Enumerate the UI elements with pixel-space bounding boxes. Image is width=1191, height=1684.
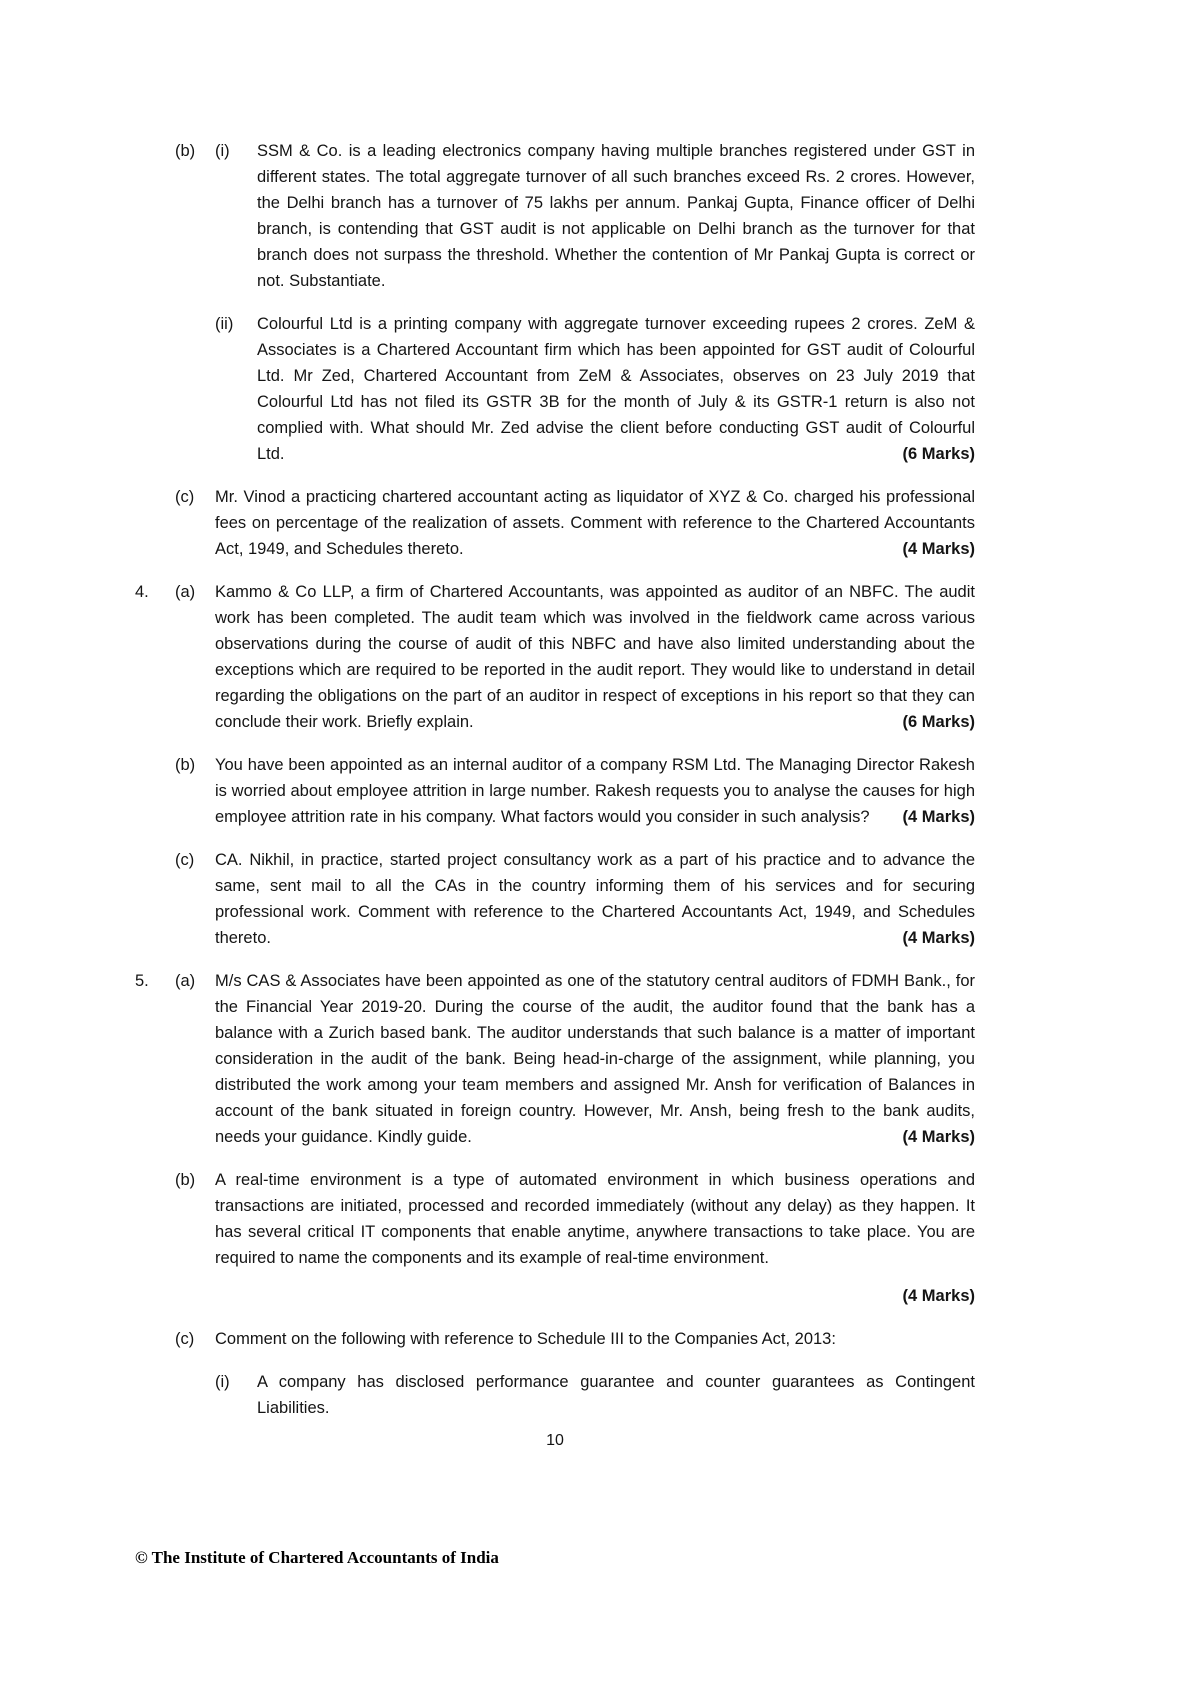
item-text xyxy=(215,579,975,735)
item-marks: (6 Marks) xyxy=(902,713,975,731)
item-text-content: SSM & Co. is a leading electronics company having multiple branches registered under GST in different states. The total aggregate turnover of all such branches exceed Rs. 2 crores. However, the Delhi branch has a turnover of 75 lakhs per annum. Pankaj Gupta, Finance officer of Delhi branch, is contending that GST audit is not applicable on Delhi branch as the turnover for that branch does not surpass the threshold. Whether the contention of Mr Pankaj Gupta is correct or not. Substantiate. xyxy=(257,142,975,290)
item-text-content: A company has disclosed performance guarantee and counter guarantees as Contingent Liabilities. xyxy=(257,1373,975,1417)
question-item xyxy=(135,752,975,830)
item-number: 4. xyxy=(135,583,149,601)
question-item xyxy=(135,579,975,735)
item-text-content: Comment on the following with reference to Schedule III to the Companies Act, 2013: xyxy=(215,1330,836,1348)
item-sublabel: (i) xyxy=(215,1373,230,1391)
item-label: (b) xyxy=(175,756,196,774)
item-number: 5. xyxy=(135,972,149,990)
item-sublabel: (ii) xyxy=(215,315,234,333)
item-label: (c) xyxy=(175,851,195,869)
item-marks: (4 Marks) xyxy=(902,929,975,947)
item-marks: (4 Marks) xyxy=(902,808,975,826)
question-item xyxy=(135,138,975,294)
item-text-content: A real-time environment is a type of automated environment in which business operations and transactions are initiated, processed and recorded immediately (without any delay) as they happen. It has several critical IT components that enable anytime, anywhere transactions to take place. You are required to name the components and its example of real-time environment. xyxy=(215,1171,975,1267)
item-marks: (6 Marks) xyxy=(902,445,975,463)
item-text-content: Kammo & Co LLP, a firm of Chartered Accountants, was appointed as auditor of an NBFC. The audit work has been completed. The audit team which was involved in the fieldwork came across various observations during the course of audit of this NBFC and have also limited understanding about the exceptions which are required to be reported in the audit report. They would like to understand in detail regarding the obligations on the part of an auditor in respect of exceptions in his report so that they can conclude their work. Briefly explain. xyxy=(215,583,975,731)
page-number: 10 xyxy=(546,1432,564,1449)
item-text-content: Mr. Vinod a practicing chartered accountant acting as liquidator of XYZ & Co. charged his professional fees on percentage of the realization of assets. Comment with reference to the Chartered Accountants Act, 1949, and Schedules thereto. xyxy=(215,488,975,558)
item-text xyxy=(215,847,975,951)
item-sublabel: (i) xyxy=(215,142,230,160)
item-text xyxy=(215,968,975,1150)
question-item xyxy=(135,1369,975,1421)
item-text-content: You have been appointed as an internal auditor of a company RSM Ltd. The Managing Director Rakesh is worried about employee attrition in large number. Rakesh requests you to analyse the causes for high employee attrition rate in his company. What factors would you consider in such analysis? xyxy=(215,756,975,826)
document-body xyxy=(135,138,975,1438)
question-item xyxy=(135,311,975,467)
item-text-content: CA. Nikhil, in practice, started project consultancy work as a part of his practice and to advance the same, sent mail to all the CAs in the country informing them of his services and for securing professional work. Comment with reference to the Chartered Accountants Act, 1949, and Schedules thereto. xyxy=(215,851,975,947)
copyright-footer: © The Institute of Chartered Accountants of India xyxy=(135,1548,499,1567)
question-item xyxy=(135,847,975,951)
item-marks: (4 Marks) xyxy=(902,1287,975,1305)
item-label: (a) xyxy=(175,583,196,601)
item-label: (c) xyxy=(175,1330,195,1348)
question-item xyxy=(135,1326,975,1352)
questions xyxy=(135,138,975,1421)
item-text xyxy=(215,484,975,562)
item-text xyxy=(257,138,975,294)
question-item xyxy=(135,484,975,562)
item-text xyxy=(257,311,975,467)
item-label: (b) xyxy=(175,142,196,160)
item-text xyxy=(215,1167,975,1309)
question-item xyxy=(135,1167,975,1309)
item-text xyxy=(257,1369,975,1421)
item-label: (c) xyxy=(175,488,195,506)
item-marks: (4 Marks) xyxy=(902,1128,975,1146)
item-text-content: Colourful Ltd is a printing company with aggregate turnover exceeding rupees 2 crores. ZeM & Associates is a Chartered Accountant firm which has been appointed for GST audit of Colourful Ltd. Mr Zed, Chartered Accountant from ZeM & Associates, observes on 23 July 2019 that Colourful Ltd has not filed its GSTR 3B for the month of July & its GSTR-1 return is also not complied with. What should Mr. Zed advise the client before conducting GST audit of Colourful Ltd. xyxy=(257,315,975,463)
item-text xyxy=(215,752,975,830)
item-text xyxy=(215,1326,975,1352)
item-marks: (4 Marks) xyxy=(902,540,975,558)
item-text-content: M/s CAS & Associates have been appointed as one of the statutory central auditors of FDMH Bank., for the Financial Year 2019-20. During the course of the audit, the auditor found that the bank has a balance with a Zurich based bank. The auditor understands that such balance is a matter of important consideration in the audit of the bank. Being head-in-charge of the assignment, while planning, you distributed the work among your team members and assigned Mr. Ansh for verification of Balances in account of the bank situated in foreign country. However, Mr. Ansh, being fresh to the bank audits, needs your guidance. Kindly guide. xyxy=(215,972,975,1146)
item-label: (b) xyxy=(175,1171,196,1189)
question-item xyxy=(135,968,975,1150)
item-label: (a) xyxy=(175,972,196,990)
